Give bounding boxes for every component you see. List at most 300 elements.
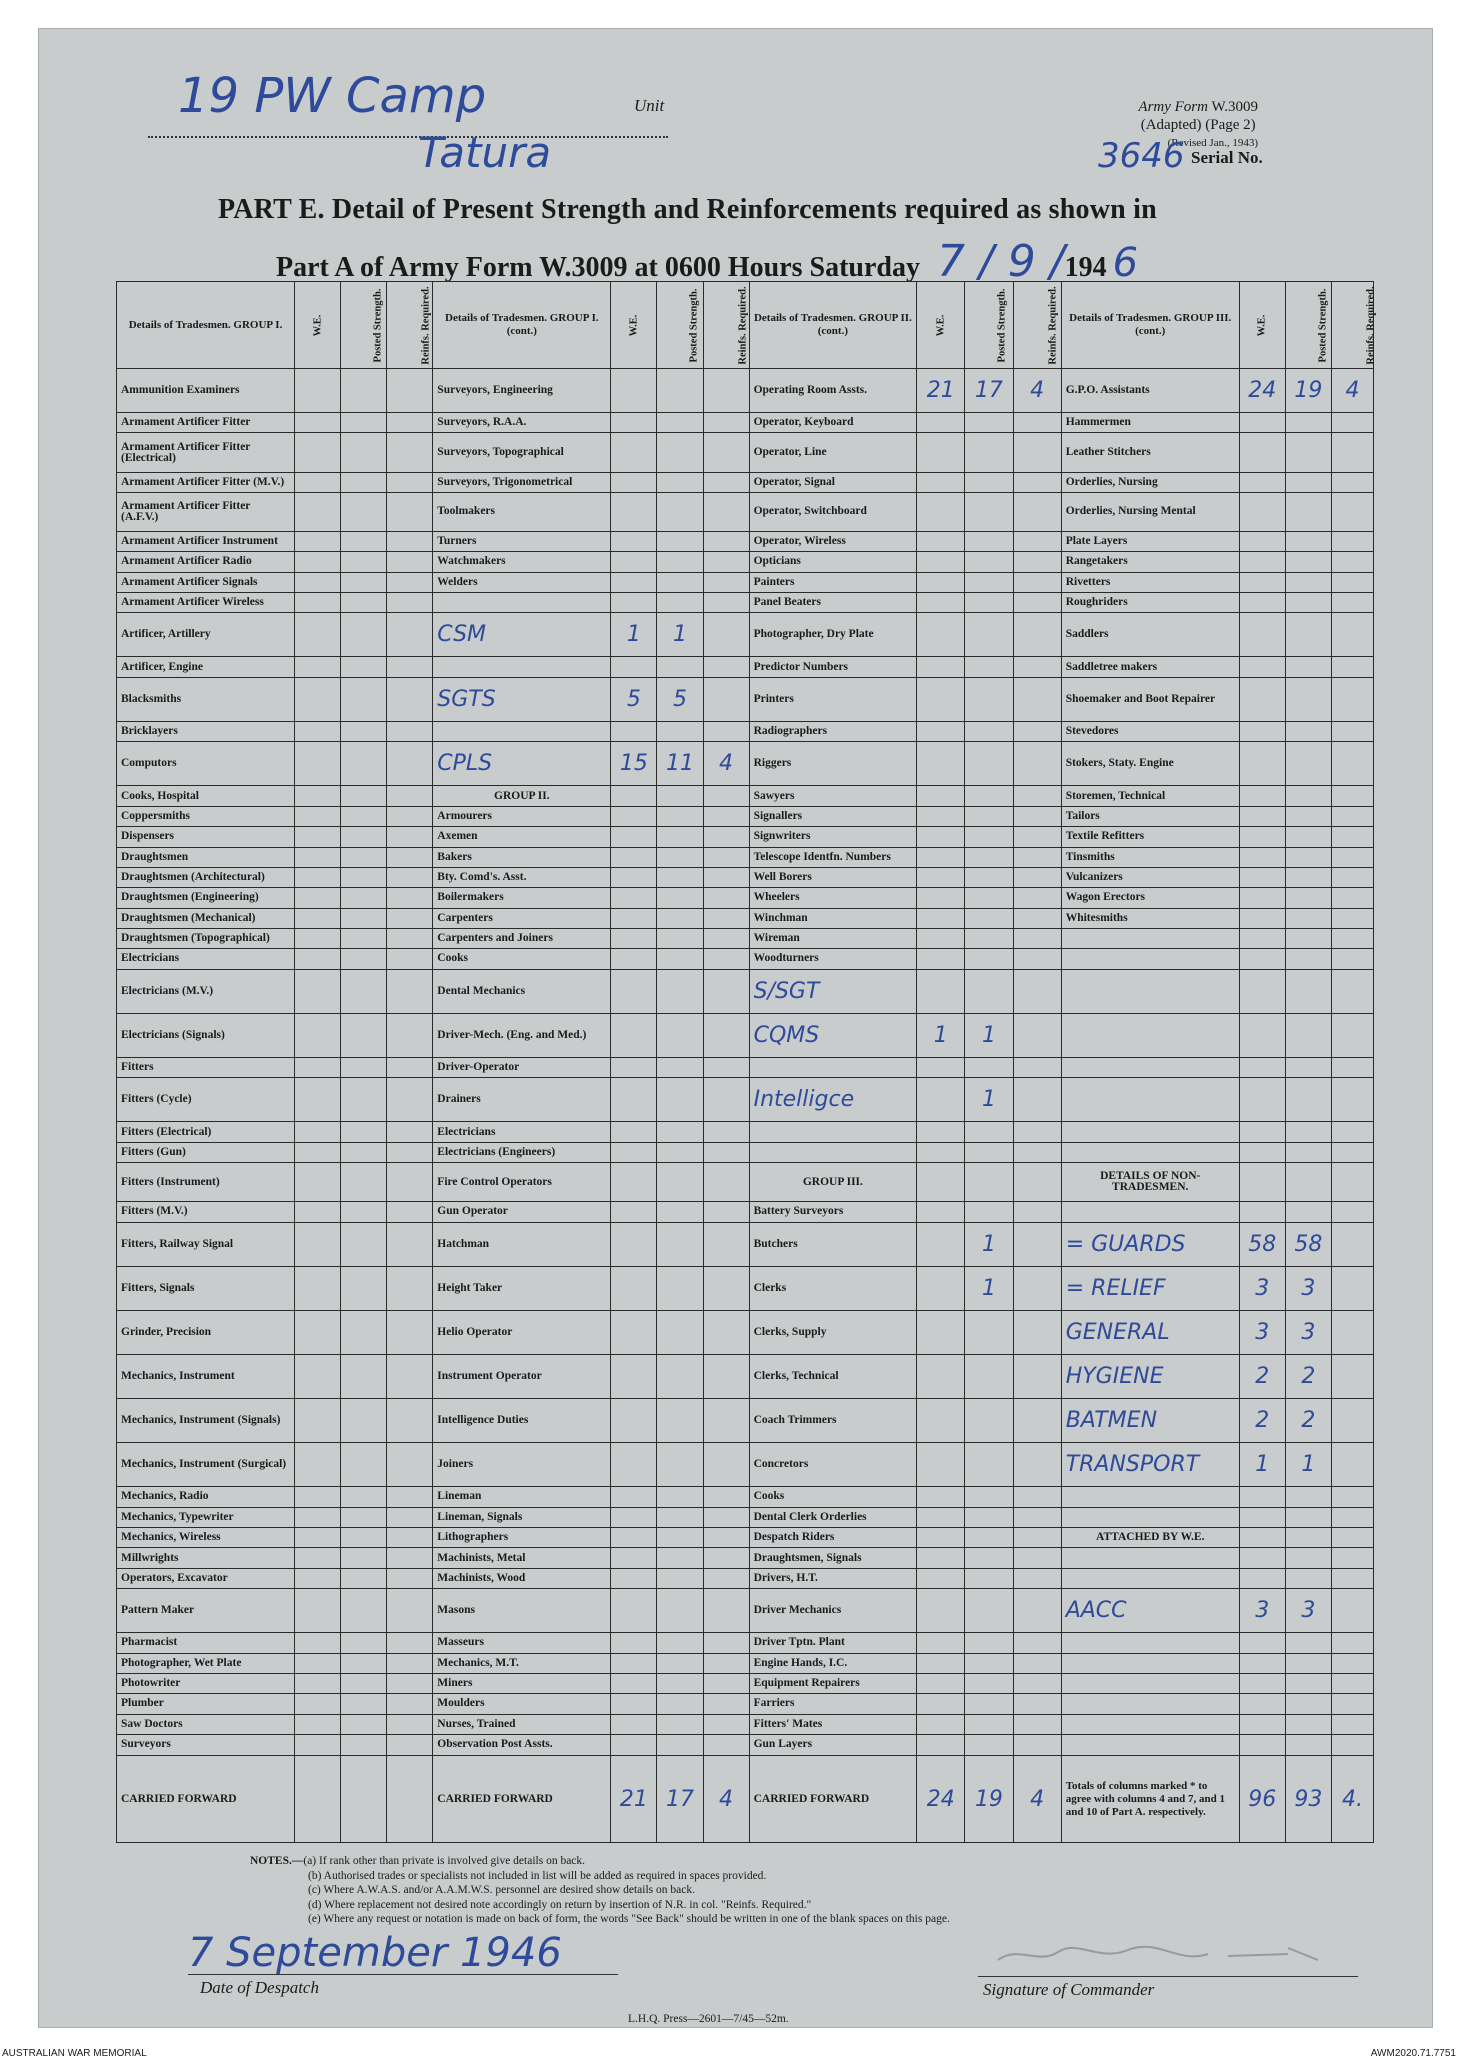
trade-name-cell: Masons bbox=[433, 1589, 611, 1633]
trade-name-cell bbox=[749, 1122, 917, 1142]
trade-name-cell: Bty. Comd's. Asst. bbox=[433, 867, 611, 887]
trade-name-cell: Winchman bbox=[749, 908, 917, 928]
count-cell-we bbox=[917, 1714, 965, 1734]
count-cell-ps: 58 bbox=[1285, 1222, 1331, 1266]
count-cell-rr bbox=[1331, 1013, 1373, 1057]
count-cell-we bbox=[295, 1694, 341, 1714]
trade-name-cell bbox=[1061, 1013, 1239, 1057]
count-cell-rr bbox=[1013, 1122, 1061, 1142]
trade-name-cell: Fitters (Gun) bbox=[117, 1142, 295, 1162]
count-cell-ps bbox=[341, 928, 387, 948]
count-cell-we bbox=[295, 908, 341, 928]
count-cell-we bbox=[295, 888, 341, 908]
count-cell-we: 3 bbox=[1239, 1266, 1285, 1310]
count-cell-rr bbox=[1013, 908, 1061, 928]
count-cell-we bbox=[295, 1507, 341, 1527]
count-cell-ps bbox=[657, 1694, 703, 1714]
unit-label: Unit bbox=[634, 96, 665, 115]
count-cell-we bbox=[1239, 949, 1285, 969]
note-c: (c) Where A.W.A.S. and/or A.A.M.W.S. personnel are desired show details on back. bbox=[308, 1884, 695, 1896]
trade-name-cell: Fitters (Electrical) bbox=[117, 1122, 295, 1142]
cf-d-rr: 4. bbox=[1331, 1756, 1373, 1843]
count-cell-we bbox=[1239, 827, 1285, 847]
table-row bbox=[117, 472, 1374, 492]
count-cell-ps bbox=[965, 1633, 1013, 1653]
count-cell-rr bbox=[387, 1527, 433, 1547]
count-cell-ps: 1 bbox=[1285, 1443, 1331, 1487]
trade-name-cell: Signwriters bbox=[749, 827, 917, 847]
count-cell-we bbox=[917, 1487, 965, 1507]
count-cell-we: 2 bbox=[1239, 1399, 1285, 1443]
trade-name-cell: Drivers, H.T. bbox=[749, 1568, 917, 1588]
count-cell-rr bbox=[1013, 1310, 1061, 1354]
count-cell-rr bbox=[1013, 1507, 1061, 1527]
count-cell-ps bbox=[341, 552, 387, 572]
count-cell-we bbox=[295, 1122, 341, 1142]
count-cell-rr: 4 bbox=[1331, 369, 1373, 413]
count-cell-ps bbox=[1285, 806, 1331, 826]
count-cell-we bbox=[1239, 677, 1285, 721]
trade-name-cell: Artificer, Engine bbox=[117, 657, 295, 677]
trade-name-cell: Cooks bbox=[749, 1487, 917, 1507]
trade-name-cell: Panel Beaters bbox=[749, 592, 917, 612]
count-cell-ps bbox=[341, 413, 387, 433]
count-cell-we: 1 bbox=[917, 1013, 965, 1057]
count-cell-rr bbox=[1013, 552, 1061, 572]
count-cell-we bbox=[917, 1653, 965, 1673]
count-cell-rr bbox=[387, 1633, 433, 1653]
count-cell-ps bbox=[341, 1266, 387, 1310]
count-cell-rr bbox=[703, 1653, 749, 1673]
trade-name-cell: Armament Artificer Fitter (M.V.) bbox=[117, 472, 295, 492]
trade-name-cell: Cooks bbox=[433, 949, 611, 969]
count-cell-rr bbox=[1331, 531, 1373, 551]
count-cell-we bbox=[1239, 928, 1285, 948]
count-cell-we bbox=[1239, 1078, 1285, 1122]
col-reinfs-3: Reinfs. Required. bbox=[1013, 282, 1061, 369]
count-cell-ps bbox=[341, 867, 387, 887]
count-cell-we bbox=[917, 1222, 965, 1266]
count-cell-rr bbox=[1013, 1266, 1061, 1310]
trade-name-cell: G.P.O. Assistants bbox=[1061, 369, 1239, 413]
count-cell-ps bbox=[965, 1653, 1013, 1673]
count-cell-ps bbox=[1285, 888, 1331, 908]
trade-name-cell bbox=[1061, 1548, 1239, 1568]
count-cell-ps bbox=[1285, 1013, 1331, 1057]
count-cell-rr bbox=[1013, 969, 1061, 1013]
count-cell-we: 2 bbox=[1239, 1354, 1285, 1398]
count-cell-rr bbox=[703, 433, 749, 472]
trade-name-cell: Fire Control Operators bbox=[433, 1163, 611, 1202]
count-cell-ps bbox=[657, 1222, 703, 1266]
count-cell-we bbox=[611, 1673, 657, 1693]
count-cell-rr bbox=[1331, 413, 1373, 433]
col-group2-cont: Details of Tradesmen. GROUP II. (cont.) bbox=[749, 282, 917, 369]
table-row bbox=[117, 1266, 1374, 1310]
count-cell-rr bbox=[1331, 592, 1373, 612]
count-cell-rr bbox=[703, 1222, 749, 1266]
count-cell-ps bbox=[657, 1078, 703, 1122]
count-cell-ps bbox=[341, 969, 387, 1013]
count-cell-we bbox=[917, 721, 965, 741]
count-cell-rr bbox=[1013, 1673, 1061, 1693]
count-cell-rr bbox=[387, 742, 433, 786]
count-cell-we bbox=[1239, 1694, 1285, 1714]
count-cell-we bbox=[295, 613, 341, 657]
title-line-2-text: Part A of Army Form W.3009 at 0600 Hours Saturday bbox=[276, 252, 920, 283]
trade-name-cell: Equipment Repairers bbox=[749, 1673, 917, 1693]
count-cell-we bbox=[917, 742, 965, 786]
table-row bbox=[117, 1507, 1374, 1527]
count-cell-rr bbox=[387, 1057, 433, 1077]
count-cell-we bbox=[611, 888, 657, 908]
count-cell-ps bbox=[1285, 1714, 1331, 1734]
count-cell-we bbox=[611, 806, 657, 826]
count-cell-we bbox=[295, 1443, 341, 1487]
count-cell-we bbox=[1239, 1653, 1285, 1673]
count-cell-we bbox=[917, 1694, 965, 1714]
trade-name-cell: DETAILS OF NON-TRADESMEN. bbox=[1061, 1163, 1239, 1202]
count-cell-we: 3 bbox=[1239, 1310, 1285, 1354]
count-cell-we bbox=[1239, 721, 1285, 741]
count-cell-ps bbox=[965, 572, 1013, 592]
count-cell-rr bbox=[1013, 572, 1061, 592]
count-cell-rr bbox=[1331, 1202, 1373, 1222]
count-cell-we bbox=[1239, 742, 1285, 786]
count-cell-rr bbox=[1013, 1222, 1061, 1266]
table-header-row bbox=[117, 282, 1374, 369]
trade-name-cell: Electricians bbox=[433, 1122, 611, 1142]
table-row bbox=[117, 1222, 1374, 1266]
count-cell-rr bbox=[1331, 949, 1373, 969]
note-b: (b) Authorised trades or specialists not included in list will be added as required in spaces provided. bbox=[308, 1869, 767, 1882]
count-cell-we bbox=[917, 847, 965, 867]
count-cell-ps bbox=[965, 1694, 1013, 1714]
count-cell-we bbox=[611, 786, 657, 806]
count-cell-ps bbox=[657, 1163, 703, 1202]
count-cell-ps bbox=[1285, 867, 1331, 887]
trade-name-cell: Dental Mechanics bbox=[433, 969, 611, 1013]
count-cell-rr bbox=[703, 1633, 749, 1653]
totals-note: Totals of columns marked * to agree with columns 4 and 7, and 1 and 10 of Part A. respectively. bbox=[1061, 1756, 1239, 1843]
count-cell-ps bbox=[657, 1399, 703, 1443]
count-cell-ps bbox=[965, 1399, 1013, 1443]
accession-number: AWM2020.71.7751 bbox=[1370, 2048, 1456, 2059]
trade-name-cell: Grinder, Precision bbox=[117, 1310, 295, 1354]
count-cell-we bbox=[611, 552, 657, 572]
count-cell-we bbox=[917, 613, 965, 657]
count-cell-rr bbox=[387, 552, 433, 572]
trade-name-cell: Turners bbox=[433, 531, 611, 551]
count-cell-ps bbox=[965, 928, 1013, 948]
count-cell-ps bbox=[965, 949, 1013, 969]
count-cell-ps bbox=[965, 1122, 1013, 1142]
signature-label: Signature of Commander bbox=[983, 1980, 1155, 1999]
count-cell-ps bbox=[1285, 1734, 1331, 1755]
count-cell-we bbox=[1239, 1673, 1285, 1693]
count-cell-ps bbox=[965, 827, 1013, 847]
count-cell-ps bbox=[657, 1527, 703, 1547]
commander-signature bbox=[988, 1940, 1328, 1966]
trade-name-cell: Carpenters and Joiners bbox=[433, 928, 611, 948]
count-cell-ps bbox=[657, 1202, 703, 1222]
count-cell-we bbox=[917, 949, 965, 969]
trade-name-cell bbox=[1061, 1734, 1239, 1755]
count-cell-we bbox=[295, 742, 341, 786]
count-cell-we bbox=[1239, 1122, 1285, 1142]
trade-name-cell bbox=[749, 1142, 917, 1162]
count-cell-rr bbox=[703, 888, 749, 908]
count-cell-we bbox=[1239, 1734, 1285, 1755]
count-cell-rr bbox=[1331, 888, 1373, 908]
count-cell-we bbox=[611, 1589, 657, 1633]
trade-name-cell: Bricklayers bbox=[117, 721, 295, 741]
count-cell-we bbox=[295, 1548, 341, 1568]
count-cell-we bbox=[1239, 613, 1285, 657]
count-cell-we bbox=[611, 1057, 657, 1077]
trade-name-cell: Radiographers bbox=[749, 721, 917, 741]
trade-name-cell: Predictor Numbers bbox=[749, 657, 917, 677]
count-cell-we bbox=[1239, 1202, 1285, 1222]
count-cell-we bbox=[611, 1487, 657, 1507]
count-cell-we bbox=[1239, 657, 1285, 677]
count-cell-rr bbox=[703, 1694, 749, 1714]
cf-b-ps: 17 bbox=[657, 1756, 703, 1843]
count-cell-we bbox=[295, 572, 341, 592]
count-cell-ps bbox=[341, 592, 387, 612]
count-cell-ps bbox=[1285, 1057, 1331, 1077]
trade-name-cell: Mechanics, Instrument bbox=[117, 1354, 295, 1398]
trade-name-cell: Mechanics, Instrument (Surgical) bbox=[117, 1443, 295, 1487]
table-row bbox=[117, 1487, 1374, 1507]
trade-name-cell: Despatch Riders bbox=[749, 1527, 917, 1547]
count-cell-we bbox=[1239, 1507, 1285, 1527]
count-cell-we bbox=[917, 969, 965, 1013]
trade-name-cell: Driver Tptn. Plant bbox=[749, 1633, 917, 1653]
count-cell-ps bbox=[341, 908, 387, 928]
count-cell-rr bbox=[1013, 472, 1061, 492]
count-cell-we bbox=[611, 867, 657, 887]
trade-name-cell: Gun Layers bbox=[749, 1734, 917, 1755]
count-cell-ps bbox=[1285, 969, 1331, 1013]
trade-name-cell: Fitters, Signals bbox=[117, 1266, 295, 1310]
count-cell-ps bbox=[965, 721, 1013, 741]
trade-name-cell: Nurses, Trained bbox=[433, 1714, 611, 1734]
count-cell-ps bbox=[1285, 472, 1331, 492]
table-row bbox=[117, 369, 1374, 413]
cf-b-rr: 4 bbox=[703, 1756, 749, 1843]
trade-name-cell: Photowriter bbox=[117, 1673, 295, 1693]
count-cell-ps bbox=[1285, 613, 1331, 657]
count-cell-ps bbox=[341, 492, 387, 531]
trade-name-cell: Draughtsmen (Architectural) bbox=[117, 867, 295, 887]
count-cell-we bbox=[611, 1354, 657, 1398]
count-cell-we bbox=[1239, 413, 1285, 433]
count-cell-rr bbox=[387, 1078, 433, 1122]
count-cell-ps bbox=[657, 433, 703, 472]
trade-name-cell: Dental Clerk Orderlies bbox=[749, 1507, 917, 1527]
count-cell-ps bbox=[341, 1354, 387, 1398]
count-cell-we bbox=[917, 592, 965, 612]
count-cell-rr bbox=[1331, 1589, 1373, 1633]
count-cell-rr bbox=[703, 572, 749, 592]
count-cell-ps: 19 bbox=[1285, 369, 1331, 413]
count-cell-ps bbox=[1285, 1142, 1331, 1162]
trade-name-cell: Sawyers bbox=[749, 786, 917, 806]
trade-name-cell: Clerks, Technical bbox=[749, 1354, 917, 1398]
trade-name-cell: Helio Operator bbox=[433, 1310, 611, 1354]
count-cell-we bbox=[1239, 786, 1285, 806]
count-cell-rr bbox=[1013, 1568, 1061, 1588]
count-cell-rr bbox=[387, 1694, 433, 1714]
trade-name-cell: Saddletree makers bbox=[1061, 657, 1239, 677]
count-cell-rr bbox=[1331, 908, 1373, 928]
title-line-1: PART E. Detail of Present Strength and Reinforcements required as shown in bbox=[218, 194, 1157, 225]
trade-name-cell: Surveyors, Engineering bbox=[433, 369, 611, 413]
count-cell-ps bbox=[657, 1142, 703, 1162]
table-row bbox=[117, 847, 1374, 867]
serial-label: Serial No. bbox=[1191, 148, 1263, 167]
count-cell-rr bbox=[387, 786, 433, 806]
trade-name-cell: Moulders bbox=[433, 1694, 611, 1714]
count-cell-ps: 5 bbox=[657, 677, 703, 721]
form-number: W.3009 bbox=[1211, 99, 1258, 115]
trade-name-cell: Mechanics, Radio bbox=[117, 1487, 295, 1507]
count-cell-ps bbox=[341, 1013, 387, 1057]
count-cell-rr bbox=[703, 369, 749, 413]
count-cell-ps bbox=[965, 433, 1013, 472]
count-cell-we bbox=[295, 1653, 341, 1673]
trade-name-cell: Carpenters bbox=[433, 908, 611, 928]
count-cell-ps bbox=[965, 1589, 1013, 1633]
trade-name-cell: Draughtsmen (Engineering) bbox=[117, 888, 295, 908]
count-cell-rr bbox=[1013, 1633, 1061, 1653]
count-cell-ps bbox=[965, 1487, 1013, 1507]
count-cell-rr bbox=[1013, 1487, 1061, 1507]
count-cell-we bbox=[611, 908, 657, 928]
count-cell-rr bbox=[1331, 786, 1373, 806]
count-cell-we bbox=[611, 1443, 657, 1487]
count-cell-ps bbox=[341, 1222, 387, 1266]
count-cell-we bbox=[295, 1222, 341, 1266]
count-cell-we bbox=[611, 1507, 657, 1527]
count-cell-ps bbox=[341, 888, 387, 908]
count-cell-ps bbox=[1285, 1078, 1331, 1122]
trade-name-cell: Tailors bbox=[1061, 806, 1239, 826]
count-cell-rr bbox=[387, 867, 433, 887]
count-cell-we bbox=[917, 1142, 965, 1162]
table-row bbox=[117, 1399, 1374, 1443]
trade-name-cell bbox=[749, 1057, 917, 1077]
count-cell-rr bbox=[387, 1163, 433, 1202]
count-cell-ps bbox=[657, 1057, 703, 1077]
trade-name-cell: Electricians (Engineers) bbox=[433, 1142, 611, 1162]
trade-name-cell: Armament Artificer Fitter (Electrical) bbox=[117, 433, 295, 472]
count-cell-ps bbox=[965, 413, 1013, 433]
trade-name-cell: Operator, Line bbox=[749, 433, 917, 472]
count-cell-ps: 1 bbox=[965, 1266, 1013, 1310]
trade-name-cell: Butchers bbox=[749, 1222, 917, 1266]
count-cell-we bbox=[917, 572, 965, 592]
note-a: (a) If rank other than private is involved give details on back. bbox=[303, 1855, 586, 1867]
count-cell-ps bbox=[657, 1734, 703, 1755]
count-cell-we bbox=[611, 847, 657, 867]
count-cell-we bbox=[917, 1527, 965, 1547]
form-name: Army Form bbox=[1138, 99, 1208, 115]
count-cell-rr bbox=[1331, 806, 1373, 826]
trade-name-cell: Operator, Wireless bbox=[749, 531, 917, 551]
count-cell-we bbox=[917, 1266, 965, 1310]
count-cell-rr bbox=[387, 1548, 433, 1568]
count-cell-ps bbox=[1285, 1673, 1331, 1693]
trade-name-cell: Wagon Erectors bbox=[1061, 888, 1239, 908]
trade-name-cell bbox=[1061, 1568, 1239, 1588]
count-cell-ps bbox=[1285, 786, 1331, 806]
count-cell-rr bbox=[1013, 827, 1061, 847]
count-cell-rr bbox=[387, 1714, 433, 1734]
trade-name-cell: Machinists, Metal bbox=[433, 1548, 611, 1568]
count-cell-rr bbox=[703, 1399, 749, 1443]
count-cell-we bbox=[1239, 1487, 1285, 1507]
count-cell-ps bbox=[341, 1122, 387, 1142]
count-cell-rr bbox=[1331, 613, 1373, 657]
count-cell-rr bbox=[1331, 827, 1373, 847]
count-cell-rr bbox=[1013, 413, 1061, 433]
count-cell-ps bbox=[341, 1487, 387, 1507]
count-cell-rr bbox=[387, 472, 433, 492]
count-cell-ps bbox=[657, 1673, 703, 1693]
count-cell-ps bbox=[341, 1734, 387, 1755]
count-cell-we bbox=[917, 1548, 965, 1568]
count-cell-we bbox=[917, 1589, 965, 1633]
title-line-2 bbox=[276, 236, 1138, 287]
form-sheet bbox=[38, 28, 1433, 2028]
count-cell-ps bbox=[341, 1527, 387, 1547]
count-cell-rr bbox=[1331, 492, 1373, 531]
count-cell-rr bbox=[1331, 969, 1373, 1013]
count-cell-we bbox=[1239, 1714, 1285, 1734]
trade-name-cell: Farriers bbox=[749, 1694, 917, 1714]
count-cell-ps bbox=[965, 492, 1013, 531]
table-row bbox=[117, 677, 1374, 721]
count-cell-ps bbox=[1285, 592, 1331, 612]
count-cell-ps bbox=[657, 1310, 703, 1354]
col-we-3: W.E. bbox=[917, 282, 965, 369]
trade-name-cell: Well Borers bbox=[749, 867, 917, 887]
table-row bbox=[117, 786, 1374, 806]
trade-name-cell: Coppersmiths bbox=[117, 806, 295, 826]
count-cell-rr bbox=[1331, 928, 1373, 948]
count-cell-we bbox=[295, 949, 341, 969]
count-cell-ps bbox=[657, 1487, 703, 1507]
count-cell-rr bbox=[1013, 1589, 1061, 1633]
count-cell-ps: 1 bbox=[965, 1078, 1013, 1122]
count-cell-ps bbox=[657, 969, 703, 1013]
count-cell-rr bbox=[1331, 472, 1373, 492]
count-cell-ps bbox=[657, 657, 703, 677]
count-cell-ps bbox=[965, 969, 1013, 1013]
count-cell-we bbox=[917, 1399, 965, 1443]
trade-name-cell: Hammermen bbox=[1061, 413, 1239, 433]
count-cell-rr bbox=[703, 1568, 749, 1588]
count-cell-ps bbox=[341, 1589, 387, 1633]
trade-name-cell: Lithographers bbox=[433, 1527, 611, 1547]
count-cell-rr bbox=[703, 677, 749, 721]
count-cell-we bbox=[917, 1202, 965, 1222]
count-cell-we bbox=[1239, 969, 1285, 1013]
trade-name-cell: Intelligce bbox=[749, 1078, 917, 1122]
count-cell-rr bbox=[387, 1443, 433, 1487]
